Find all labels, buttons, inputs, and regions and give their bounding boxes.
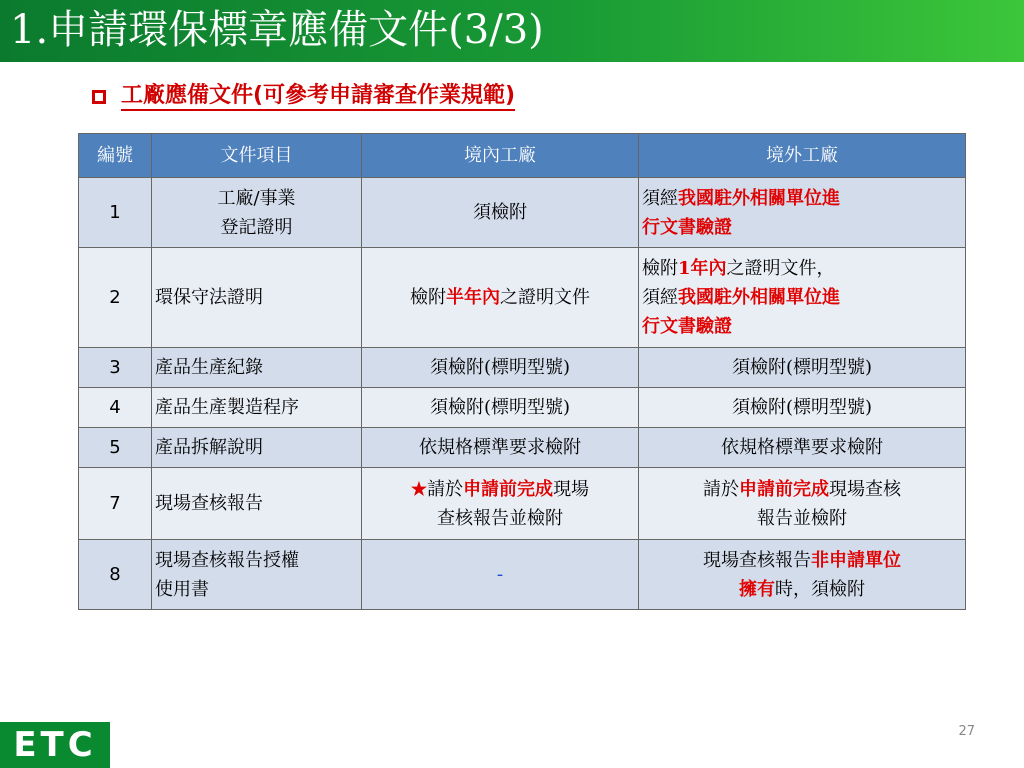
header-item: 文件項目 — [152, 134, 362, 178]
cell-foreign — [639, 388, 966, 428]
cell-item — [152, 468, 362, 540]
cell-text: 現場查核 — [829, 478, 901, 500]
cell-domestic — [362, 428, 639, 468]
cell-line — [365, 560, 635, 589]
cell-line: 產品生產紀錄 — [155, 357, 263, 378]
cell-line — [642, 312, 962, 341]
cell-domestic — [362, 540, 639, 610]
table-body — [79, 178, 966, 610]
slide-title: 1.申請環保標章應備文件(3/3) — [10, 7, 544, 53]
subtitle: 工廠應備文件(可參考申請審查作業規範) — [121, 83, 515, 111]
cell-foreign — [639, 540, 966, 610]
cell-text: 之證明文件 — [500, 287, 590, 308]
cell-domestic — [362, 388, 639, 428]
header-number: 編號 — [79, 134, 152, 178]
cell-text: 須檢附(標明型號) — [731, 357, 873, 378]
cell-number: 5 — [79, 428, 152, 468]
cell-foreign — [639, 348, 966, 388]
cell-number: 3 — [79, 348, 152, 388]
cell-line: 環保守法證明 — [155, 287, 263, 308]
highlight-text: 行文書驗證 — [642, 216, 732, 238]
highlight-text: 申請前完成 — [463, 478, 554, 500]
cell-line — [365, 475, 635, 504]
cell-number: 8 — [79, 540, 152, 610]
cell-line — [642, 184, 962, 213]
logo-text: ETC — [13, 725, 97, 765]
cell-text: 請於 — [703, 478, 739, 500]
cell-item — [152, 540, 362, 610]
cell-line: 工廠/事業 — [217, 187, 296, 209]
cell-text: 查核報告並檢附 — [437, 507, 563, 529]
cell-text: 現場查核報告 — [703, 549, 811, 571]
square-bullet-icon — [92, 90, 106, 104]
cell-text: 時，須檢附 — [775, 578, 865, 600]
cell-line — [365, 433, 635, 462]
highlight-text: 申請前完成 — [739, 478, 829, 500]
page-number: 27 — [958, 724, 975, 739]
cell-text: 請於 — [427, 478, 464, 500]
cell-text: 檢附 — [410, 287, 446, 308]
cell-line: 登記證明 — [220, 216, 293, 238]
cell-line — [642, 254, 962, 283]
cell-text: 須檢附(標明型號) — [429, 357, 571, 378]
cell-domestic — [362, 178, 639, 248]
cell-line: 現場查核報告授權 — [155, 549, 299, 571]
cell-text: 須檢附 — [473, 202, 527, 223]
cell-text: 依規格標準要求檢附 — [721, 437, 883, 458]
documents-table — [78, 133, 966, 610]
cell-line: 現場查核報告 — [155, 493, 263, 514]
subtitle-row — [92, 82, 515, 112]
cell-line — [365, 283, 635, 312]
cell-line — [642, 475, 962, 504]
title-bar — [0, 0, 1024, 62]
cell-line — [365, 393, 635, 422]
cell-item — [152, 178, 362, 248]
highlight-text: 非申請單位 — [811, 549, 901, 571]
cell-text: 報告並檢附 — [757, 507, 847, 529]
cell-foreign — [639, 178, 966, 248]
etc-logo — [0, 722, 110, 768]
cell-text: 現場 — [553, 478, 590, 500]
cell-text: 須經 — [642, 187, 678, 209]
cell-line — [642, 353, 962, 382]
cell-line: 產品拆解說明 — [155, 437, 263, 458]
table-row — [79, 348, 966, 388]
table-row — [79, 468, 966, 540]
cell-line — [642, 213, 962, 242]
highlight-text: 1年內 — [678, 258, 727, 279]
cell-item — [152, 348, 362, 388]
table-row — [79, 540, 966, 610]
cell-line — [365, 504, 635, 533]
cell-domestic — [362, 348, 639, 388]
cell-foreign — [639, 248, 966, 348]
cell-line — [642, 283, 962, 312]
cell-line — [365, 353, 635, 382]
cell-text: 依規格標準要求檢附 — [419, 437, 581, 458]
cell-item — [152, 248, 362, 348]
cell-foreign — [639, 468, 966, 540]
highlight-text: 行文書驗證 — [642, 316, 732, 337]
cell-item — [152, 388, 362, 428]
table-row — [79, 178, 966, 248]
cell-line — [642, 433, 962, 462]
cell-line — [642, 546, 962, 575]
table-row — [79, 248, 966, 348]
header-foreign: 境外工廠 — [639, 134, 966, 178]
header-domestic: 境內工廠 — [362, 134, 639, 178]
cell-text: 須檢附(標明型號) — [731, 397, 873, 418]
cell-line: 產品生產製造程序 — [155, 397, 299, 418]
cell-domestic — [362, 468, 639, 540]
cell-line: 使用書 — [155, 578, 209, 600]
cell-line — [642, 504, 962, 533]
cell-text: 檢附 — [642, 258, 678, 279]
cell-line — [642, 393, 962, 422]
cell-number: 7 — [79, 468, 152, 540]
cell-text: 之證明文件， — [726, 258, 835, 279]
cell-number: 2 — [79, 248, 152, 348]
highlight-text: 我國駐外相關單位進 — [678, 287, 840, 308]
highlight-text: 擁有 — [739, 578, 775, 600]
highlight-text: 半年內 — [446, 287, 500, 308]
cell-foreign — [639, 428, 966, 468]
cell-number: 4 — [79, 388, 152, 428]
cell-number: 1 — [79, 178, 152, 248]
table-row — [79, 428, 966, 468]
cell-domestic — [362, 248, 639, 348]
cell-line — [365, 198, 635, 227]
cell-text: 須經 — [642, 287, 678, 308]
cell-item — [152, 428, 362, 468]
highlight-text: 我國駐外相關單位進 — [678, 187, 840, 209]
cell-line — [642, 575, 962, 604]
highlight-text: ★ — [410, 478, 428, 500]
cell-text: 須檢附(標明型號) — [429, 397, 571, 418]
table-header-row — [79, 134, 966, 178]
empty-dash: - — [496, 564, 504, 585]
table-row — [79, 388, 966, 428]
